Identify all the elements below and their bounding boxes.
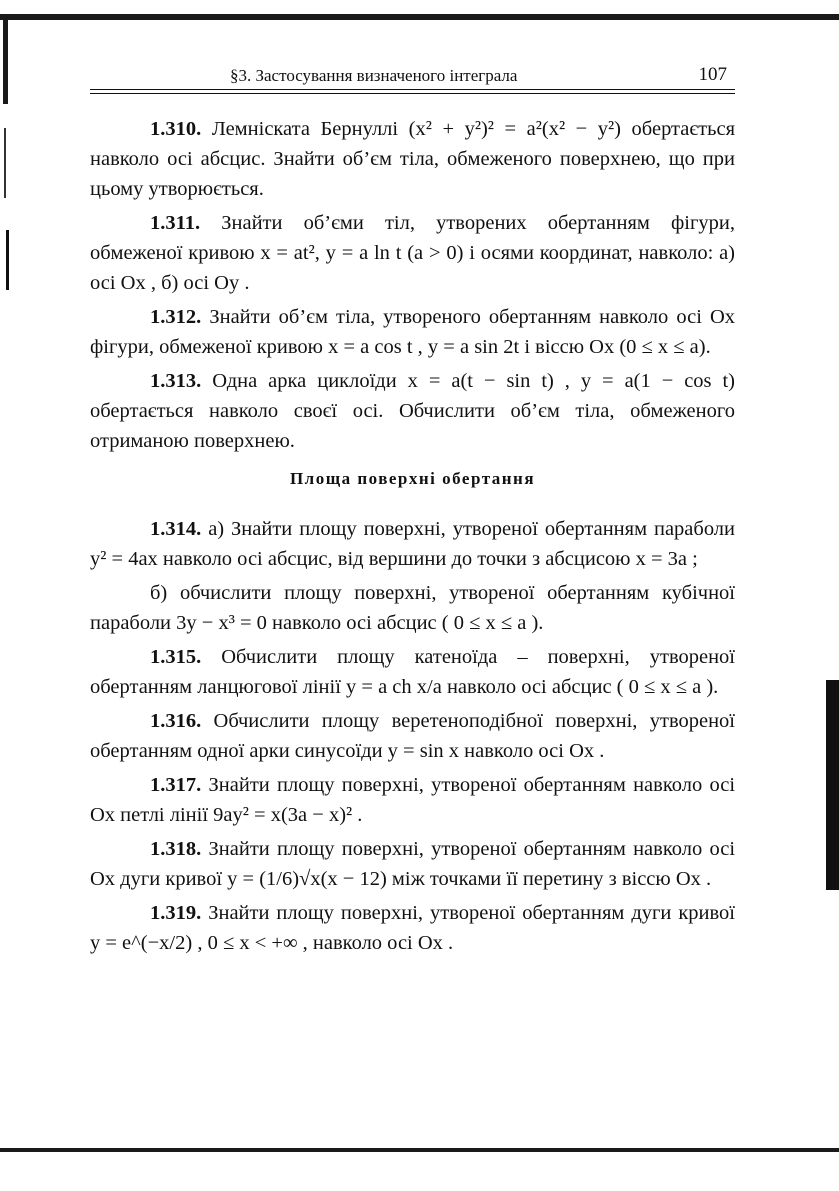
problem-1-314	[90, 514, 735, 574]
problem-1-317	[90, 770, 735, 830]
problem-1-313	[90, 366, 735, 456]
problem-number: 1.316.	[150, 710, 202, 732]
page-body	[90, 114, 735, 962]
problem-1-310	[90, 114, 735, 204]
problem-text: а) Знайти площу поверхні, утвореної обертанням параболи y² = 4ax навколо осі абсцис, від вершини до точки з абсцисою x = 3a ;	[90, 518, 735, 570]
problem-number: 1.313.	[150, 370, 202, 392]
problem-text: Знайти площу поверхні, утвореної обертанням дуги кривої y = e^(−x/2) , 0 ≤ x < +∞ , навколо осі Ox .	[90, 902, 736, 954]
problem-1-318	[90, 834, 735, 894]
problem-1-311	[90, 208, 735, 298]
scan-mark-left	[4, 128, 6, 198]
problem-text: Знайти об’єми тіл, утворених обертанням фігури, обмеженої кривою x = at², y = a ln t (a > 0) і осями координат, навколо: а) осі Ox , б) осі Oy .	[90, 212, 735, 294]
scan-mark-left-2	[6, 230, 9, 290]
problem-1-316	[90, 706, 735, 766]
problem-text: б) обчислити площу поверхні, утвореної обертанням кубічної параболи 3y − x³ = 0 навколо осі абсцис ( 0 ≤ x ≤ a ).	[90, 582, 735, 634]
running-title: §3. Застосування визначеного інтеграла	[230, 66, 518, 85]
problem-text: Обчислити площу веретеноподібної поверхні, утвореної обертанням одної арки синусоїди y = sin x навколо осі Ox .	[90, 710, 735, 762]
problem-text: Знайти площу поверхні, утвореної обертанням навколо осі Ox дуги кривої y = (1/6)√x(x − 12) між точками її перетину з віссю Ox .	[90, 838, 736, 890]
scan-border-left	[3, 14, 8, 104]
problem-1-315	[90, 642, 735, 702]
problem-text: Обчислити площу катеноїда – поверхні, утвореної обертанням ланцюгової лінії y = a ch x/a навколо осі абсцис ( 0 ≤ x ≤ a ).	[90, 646, 735, 698]
problem-text: Знайти площу поверхні, утвореної обертанням навколо осі Ox петлі лінії 9ay² = x(3a − x)² .	[90, 774, 736, 826]
problem-number: 1.311.	[150, 212, 201, 234]
problem-text: Лемніската Бернуллі (x² + y²)² = a²(x² − y²) обертається навколо осі абсцис. Знайти об’єм тіла, обмеженого поверхнею, що при цьому утворюється.	[90, 118, 735, 200]
scan-mark-right	[826, 680, 839, 890]
problem-number: 1.318.	[150, 838, 202, 860]
page-header	[90, 64, 735, 94]
page-number: 107	[698, 64, 727, 85]
problem-number: 1.317.	[150, 774, 202, 796]
header-rule	[90, 89, 735, 90]
problem-number: 1.314.	[150, 518, 202, 540]
scan-border-bottom	[0, 1148, 839, 1152]
scan-border-top	[0, 14, 839, 20]
problem-number: 1.310.	[150, 118, 202, 140]
problem-text: Знайти об’єм тіла, утвореного обертанням навколо осі Ox фігури, обмеженої кривою x = a cos t , y = a sin 2t і віссю Ox (0 ≤ x ≤ a).	[90, 306, 736, 358]
problem-number: 1.312.	[150, 306, 202, 328]
problem-text: Одна арка циклоїди x = a(t − sin t) , y = a(1 − cos t) обертається навколо своєї осі. Обчислити об’єм тіла, обмеженого отриманою поверхнею.	[90, 370, 735, 452]
section-heading: Площа поверхні обертання	[289, 469, 536, 488]
problem-1-319	[90, 898, 735, 958]
problem-1-312	[90, 302, 735, 362]
problem-number: 1.315.	[150, 646, 202, 668]
problem-number: 1.319.	[150, 902, 202, 924]
header-rule-double	[90, 93, 735, 94]
problem-1-314-b	[90, 578, 735, 638]
